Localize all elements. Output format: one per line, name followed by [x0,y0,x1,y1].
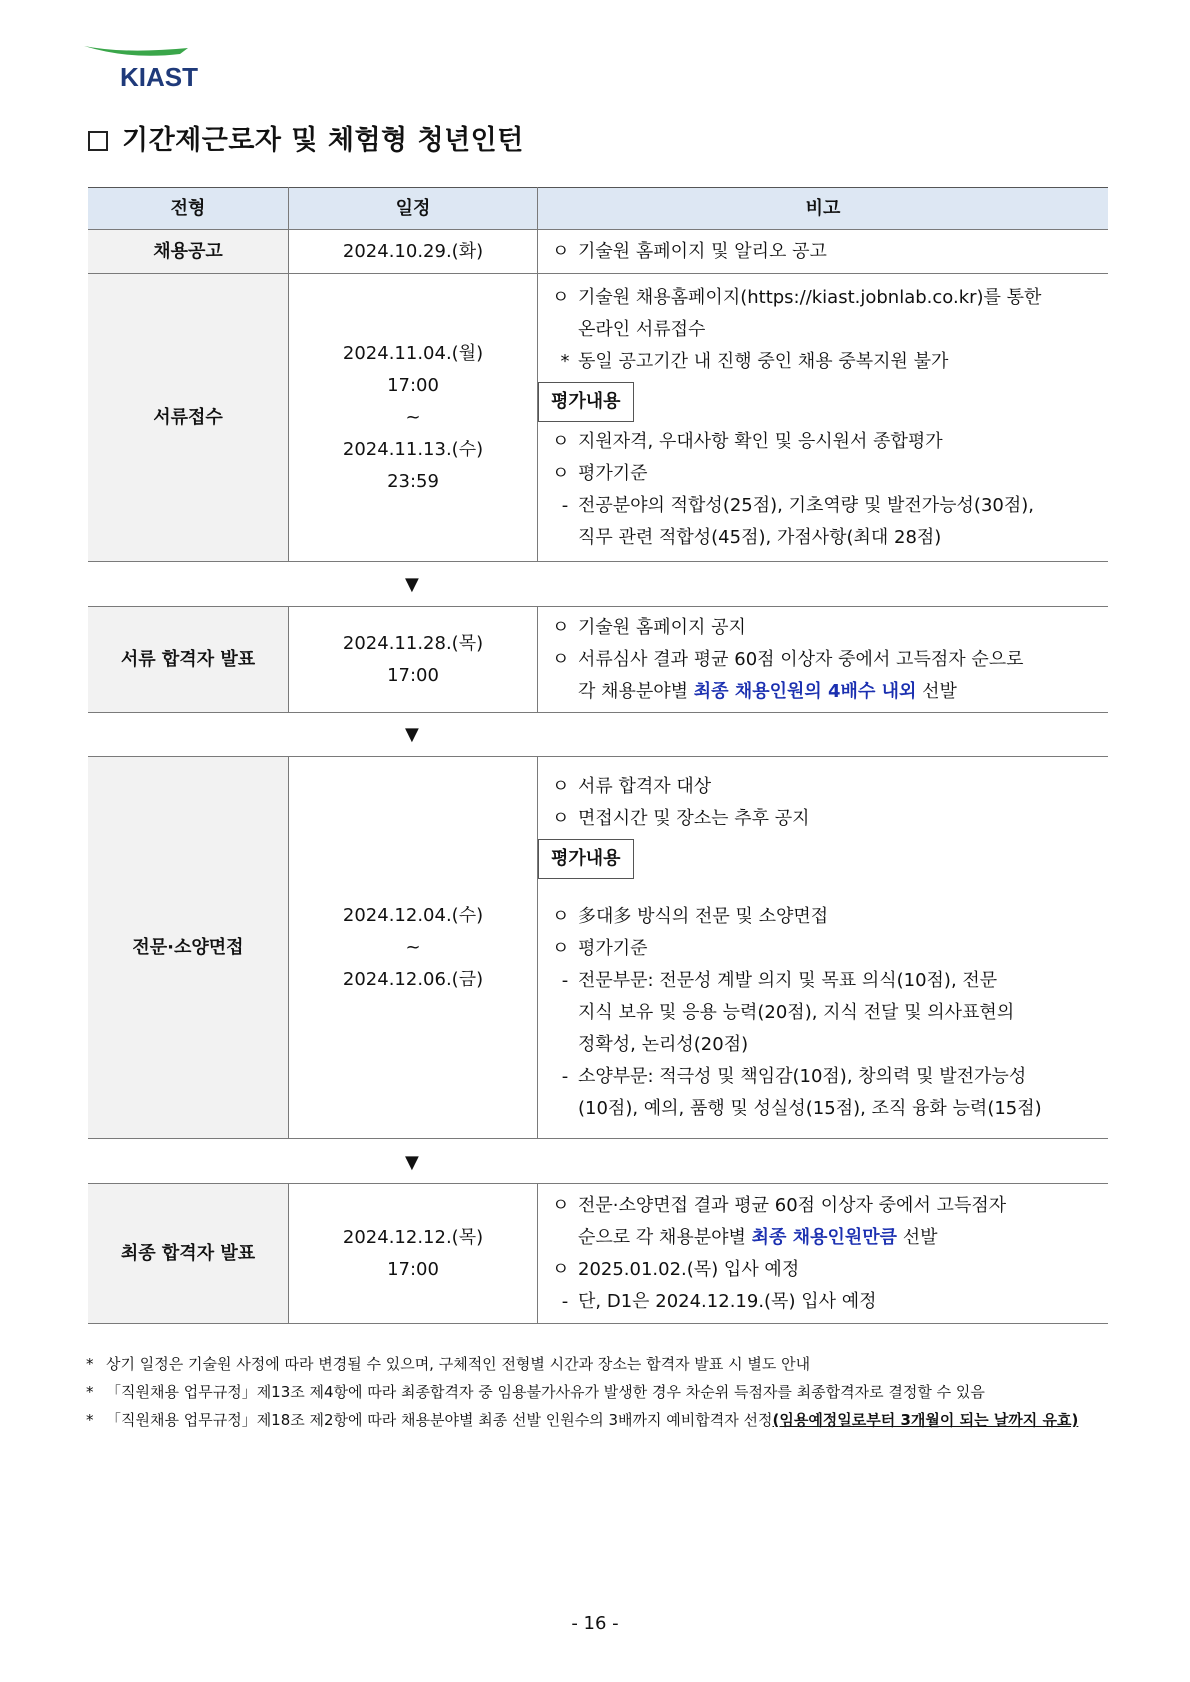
table-row [88,1184,1108,1324]
kiast-logo [84,44,204,90]
table-row [88,607,1108,713]
schedule-table-part3 [88,756,1108,1139]
header-stage: 전형 [88,188,289,230]
footnotes [84,1350,1114,1434]
page-title: 기간제근로자 및 체험형 청년인턴 [88,118,524,157]
date-cell: 2024.11.28.(목) 17:00 [289,607,538,713]
table-row [88,274,1108,562]
table-row [88,757,1108,1139]
stage-cell: 전문·소양면접 [88,757,289,1139]
highlight-text: 최종 채용인원의 4배수 내외 [693,680,917,702]
page-number: - 16 - [571,1613,619,1634]
stage-cell: 서류 합격자 발표 [88,607,289,713]
notes-cell: ㅇ 기술원 채용홈페이지(https://kiast.jobnlab.co.kr)를 통한 온라인 서류접수 * 동일 공고기간 내 진행 중인 채용 중복지원 불가 평가내용 ㅇ 지원자격, 우대사항 확인 및 응시원서 종합평가 ㅇ 평가기준 - 전공분야의 적합성(25점), 기초역량 및 발전가능성(30점), 직무 관련 적합성(45점), 가점사항(최대 28점) [538,274,1109,562]
schedule-table-part4 [88,1183,1108,1324]
header-notes: 비고 [538,188,1109,230]
date-cell: 2024.10.29.(화) [289,230,538,274]
date-cell: 2024.12.04.(수) ~ 2024.12.06.(금) [289,757,538,1139]
notes-cell: ㅇ 기술원 홈페이지 공지 ㅇ 서류심사 결과 평균 60점 이상자 중에서 고득점자 순으로 각 채용분야별 최종 채용인원의 4배수 내외 선발 [538,607,1109,713]
table-row [88,230,1108,274]
schedule-table-part1 [88,187,1108,562]
down-arrow-icon: ▼ [405,574,419,595]
footnote: * 상기 일정은 기술원 사정에 따라 변경될 수 있으며, 구체적인 전형별 시간과 장소는 합격자 발표 시 별도 안내 [86,1355,811,1373]
date-cell: 2024.12.12.(목) 17:00 [289,1184,538,1324]
notes-cell: ㅇ 전문·소양면접 결과 평균 60점 이상자 중에서 고득점자 순으로 각 채용분야별 최종 채용인원만큼 선발 ㅇ 2025.01.02.(목) 입사 예정 - 단, D1은 2024.12.19.(목) 입사 예정 [538,1184,1109,1324]
down-arrow-icon: ▼ [405,724,419,745]
stage-cell: 서류접수 [88,274,289,562]
footnote: * 「직원채용 업무규정」제13조 제4항에 따라 최종합격자 중 임용불가사유가 발생한 경우 차순위 득점자를 최종합격자로 결정할 수 있음 [86,1383,985,1401]
notes-cell: ㅇ 기술원 홈페이지 및 알리오 공고 [538,230,1109,274]
eval-label-box: 평가내용 [538,839,634,879]
notes-cell: ㅇ 서류 합격자 대상 ㅇ 면접시간 및 장소는 추후 공지 평가내용 ㅇ 多대多 방식의 전문 및 소양면접 ㅇ 평가기준 - 전문부문: 전문성 계발 의지 및 목표 의식(10점), 전문 지식 보유 및 응용 능력(20점), 지식 전달 및 의사표현의 정확성, 논리성(20점) - 소양부문: 적극성 및 책임감(10점), 창의력 및 발전가능성 (10점), 예의, 품행 및 성실성(15점), 조직 융화 능력(15점) [538,757,1109,1139]
stage-cell: 채용공고 [88,230,289,274]
date-cell: 2024.11.04.(월) 17:00 ~ 2024.11.13.(수) 23:59 [289,274,538,562]
schedule-table-part2 [88,606,1108,713]
highlight-text: 최종 채용인원만큼 [751,1226,898,1248]
eval-label-box: 평가내용 [538,382,634,422]
stage-cell: 최종 합격자 발표 [88,1184,289,1324]
table-header-row [88,188,1108,230]
footnote: * 「직원채용 업무규정」제18조 제2항에 따라 채용분야별 최종 선발 인원수의 3배까지 예비합격자 선정(임용예정일로부터 3개월이 되는 날까지 유효) [86,1411,1079,1429]
logo-text: KIAST [120,62,198,90]
checkbox-square-icon [88,131,108,151]
down-arrow-icon: ▼ [405,1152,419,1173]
header-date: 일정 [289,188,538,230]
